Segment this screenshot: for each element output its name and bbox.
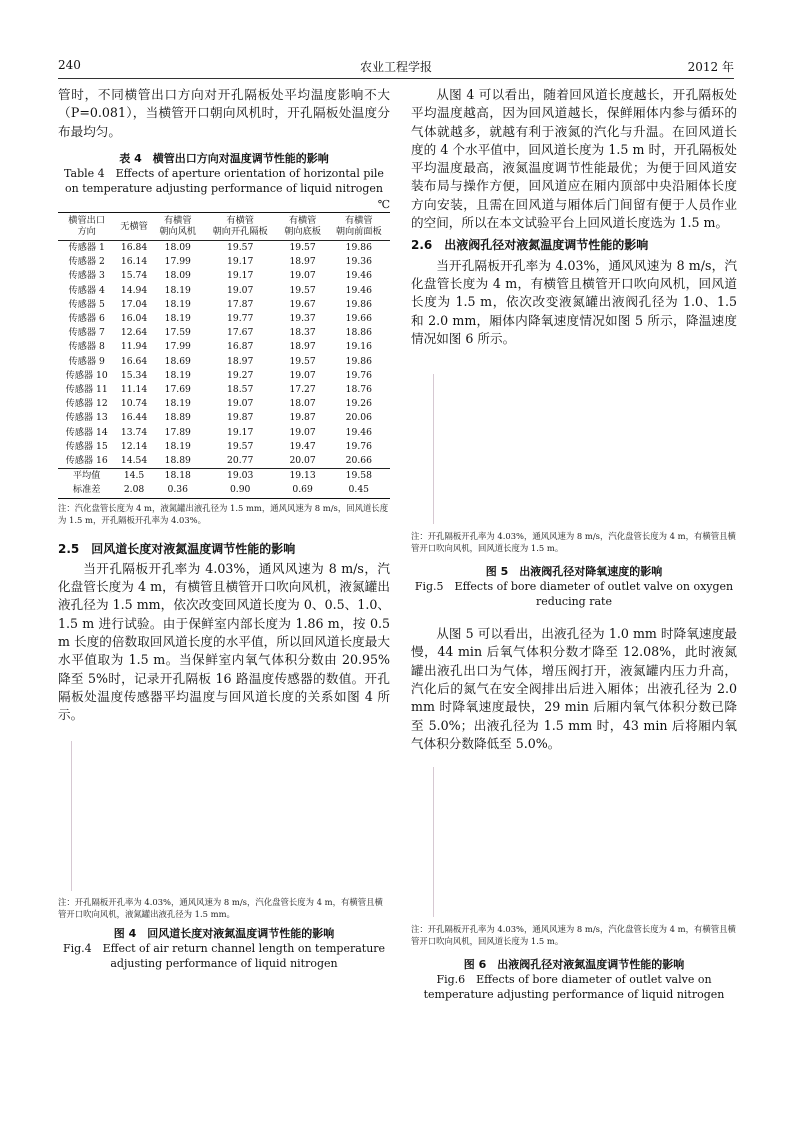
table-cell: 19.57 (227, 440, 254, 452)
table4-unit: ℃ (377, 197, 390, 211)
table-cell: 17.89 (164, 426, 191, 438)
figure6-caption-en: Fig.6 Effects of bore diameter of outlet valve on temperature adjusting performance of liquid nitrogen (423, 973, 725, 1002)
table4-header-cell: 无横管 (115, 212, 152, 240)
table-row (58, 483, 390, 498)
table-cell: 19.76 (345, 369, 372, 381)
right-column (411, 86, 737, 1002)
table-cell: 传感器 2 (68, 256, 105, 268)
table-cell: 0.90 (229, 484, 251, 496)
figure4-faint-axis (71, 741, 72, 891)
table-cell: 18.19 (164, 398, 191, 410)
table-cell: 20.06 (345, 412, 372, 424)
table-cell: 18.19 (164, 284, 191, 296)
table4-title-en: Table 4 Effects of aperture orientation of horizontal pile on temperature adjusting performance of liquid nitrogen (64, 166, 384, 195)
table-cell: 传感器 1 (68, 241, 105, 253)
table-cell: 12.64 (120, 327, 148, 339)
table-row (58, 298, 390, 312)
figure5-caption (411, 564, 737, 609)
table-cell: 16.44 (120, 412, 148, 424)
table-cell: 17.69 (164, 383, 191, 395)
table-cell: 18.86 (345, 327, 372, 339)
table-cell: 18.19 (164, 440, 191, 452)
table-cell: 18.37 (289, 327, 316, 339)
figure4-note: 注：开孔隔板开孔率为 4.03%，通风风速为 8 m/s，汽化盘管长度为 4 m，有横管且横管开口吹向风机，液氮罐出液孔径为 1.5 mm。 (58, 896, 383, 919)
figure5-plot-area (411, 354, 737, 530)
table-cell: 19.77 (227, 312, 254, 324)
table-cell: 17.59 (164, 327, 191, 339)
figure4-caption-en: Fig.4 Effect of air return channel length on temperature adjusting performance of liquid nitrogen (62, 941, 386, 970)
table-cell: 18.97 (289, 256, 316, 268)
table-cell: 19.46 (345, 426, 372, 438)
table-cell: 19.07 (227, 398, 254, 410)
table4-body (58, 240, 390, 498)
table-cell: 传感器 15 (65, 440, 108, 452)
table-cell: 传感器 12 (65, 398, 108, 410)
table-cell: 18.76 (345, 383, 372, 395)
table-cell: 2.08 (123, 484, 145, 496)
table4-caption (58, 151, 390, 196)
table-row (58, 369, 390, 383)
table4-header-cell: 有横管 朝向底板 (278, 212, 328, 240)
table-cell: 16.64 (120, 355, 148, 367)
table-row (58, 355, 390, 369)
table-cell: 17.04 (120, 298, 148, 310)
table-row (58, 326, 390, 340)
table-cell: 14.54 (120, 454, 148, 466)
section-2-5-heading: 2.5 回风道长度对液氮温度调节性能的影响 (58, 541, 296, 556)
figure4-caption-cn: 图 4 回风道长度对液氮温度调节性能的影响 (113, 926, 335, 940)
table-cell: 19.47 (289, 440, 316, 452)
table-cell: 16.14 (120, 256, 148, 268)
figure6-note: 注：开孔隔板开孔率为 4.03%，通风风速为 8 m/s，汽化盘管长度为 4 m，有横管且横管开口吹向风机，回风道长度为 1.5 m。 (411, 924, 736, 947)
table-cell: 传感器 6 (68, 312, 105, 324)
table-cell: 15.34 (120, 369, 148, 381)
table-cell: 17.67 (227, 327, 254, 339)
table-cell: 传感器 16 (65, 454, 108, 466)
table-cell: 10.74 (120, 398, 148, 410)
table-row (58, 397, 390, 411)
table-cell: 19.46 (345, 284, 372, 296)
figure6-caption (411, 957, 737, 1002)
table4-title-cn: 表 4 横管出口方向对温度调节性能的影响 (119, 151, 329, 165)
figure5-caption-en: Fig.5 Effects of bore diameter of outlet valve on oxygen reducing rate (414, 580, 734, 609)
table-cell: 19.87 (289, 412, 316, 424)
figure6-faint-axis (433, 767, 434, 917)
table-cell: 11.14 (120, 383, 148, 395)
figure6-plot-area (411, 757, 737, 923)
figure4-caption (58, 926, 390, 971)
table-cell: 18.97 (289, 341, 316, 353)
table-cell: 19.26 (345, 398, 372, 410)
table-cell: 19.57 (289, 355, 316, 367)
table-cell: 19.17 (227, 426, 254, 438)
table-cell: 19.07 (227, 284, 254, 296)
table-cell: 19.37 (289, 312, 316, 324)
table-cell: 16.87 (227, 341, 254, 353)
table-cell: 标准差 (72, 484, 101, 496)
table4-header-cell: 横管出口 方向 (58, 212, 115, 240)
section-2-6-paragraph: 当开孔隔板开孔率为 4.03%，通风风速为 8 m/s，汽化盘管长度为 4 m，有横管且横管开口吹向风机，回风道长度为 1.5 m，依次改变液氮罐出液阀孔径为 1.0、1.5 和 2.0 mm，厢体内降氧速度情况如图 5 所示，降温速度情况如图 6 所示。 (411, 257, 737, 346)
table-cell: 传感器 10 (65, 369, 108, 381)
table-cell: 18.19 (164, 298, 191, 310)
table-cell: 14.94 (120, 284, 148, 296)
figure4-plot-area (58, 731, 390, 896)
table-cell: 17.87 (227, 298, 254, 310)
table-cell: 19.87 (227, 412, 254, 424)
header-rule (58, 78, 734, 79)
table-cell: 传感器 11 (65, 383, 108, 395)
table-row (58, 255, 390, 269)
table-cell: 传感器 7 (68, 327, 105, 339)
table4-note: 注：汽化盘管长度为 4 m，液氮罐出液孔径为 1.5 mm，通风风速为 8 m/s，回风道长度为 1.5 m，开孔隔板开孔率为 4.03%。 (58, 502, 389, 525)
table-row (58, 383, 390, 397)
table-cell: 19.07 (289, 426, 316, 438)
table-cell: 19.03 (203, 469, 278, 484)
table-cell: 15.74 (120, 270, 148, 282)
table4-header-cell: 有横管 朝向前面板 (328, 212, 390, 240)
table-cell: 19.57 (289, 241, 316, 253)
table-cell: 19.58 (328, 469, 390, 484)
table-cell: 19.07 (289, 369, 316, 381)
table-cell: 19.17 (227, 256, 254, 268)
table-cell: 19.16 (345, 341, 372, 353)
table-cell: 平均值 (58, 469, 115, 484)
table-cell: 传感器 13 (65, 412, 108, 424)
table-cell: 传感器 14 (65, 426, 108, 438)
table4-header-cell: 有横管 朝向风机 (153, 212, 203, 240)
table-cell: 19.86 (345, 355, 372, 367)
section-2-6-heading: 2.6 出液阀孔径对液氮温度调节性能的影响 (411, 238, 649, 253)
table-cell: 18.19 (164, 312, 191, 324)
table-cell: 18.07 (289, 398, 316, 410)
table-cell: 11.94 (120, 341, 148, 353)
table-cell: 传感器 9 (68, 355, 105, 367)
table-cell: 19.86 (345, 241, 372, 253)
right-paragraph-1: 从图 4 可以看出，随着回风道长度越长，开孔隔板处平均温度越高，因为回风道越长，保鲜厢体内参与循环的气体就越多，就越有利于液氮的汽化与升温。在回风道长度的 4 个水平值中，回风道长度为 1.5 m 时，开孔隔板处平均温度最高，液氮温度调节性能最优；为便于回风道安装布局与操作方便，回风道应在厢内顶部中央沿厢体长度方向安装，且需在回风道与厢体后门间留有便于人员作业的空间，所以在本文试验平台上回风道长度选为 1.5 m。 (411, 87, 737, 231)
table-row (58, 426, 390, 440)
table-cell: 12.14 (120, 440, 148, 452)
table-row (58, 269, 390, 283)
table-cell: 18.97 (227, 355, 254, 367)
table-row (58, 411, 390, 425)
table-row (58, 284, 390, 298)
table-cell: 传感器 3 (68, 270, 105, 282)
table-cell: 19.57 (289, 284, 316, 296)
table-cell: 20.77 (227, 454, 254, 466)
table-cell: 17.27 (289, 383, 316, 395)
table-cell: 19.57 (227, 241, 254, 253)
table-cell: 19.36 (345, 256, 372, 268)
table-cell: 传感器 4 (68, 284, 105, 296)
left-column (58, 86, 390, 971)
table-cell: 19.27 (227, 369, 254, 381)
table-cell: 18.57 (227, 383, 254, 395)
table-row (58, 240, 390, 255)
table-cell: 19.67 (289, 298, 316, 310)
table-cell: 0.36 (167, 484, 188, 496)
figure5-faint-axis (433, 374, 434, 524)
section-2-5-paragraph: 当开孔隔板开孔率为 4.03%，通风风速为 8 m/s，汽化盘管长度为 4 m，有横管且横管开口吹向风机，液氮罐出液孔径为 1.5 mm，依次改变回风道长度为 0、0.5、1.0、1.5 m 进行试验。由于保鲜室内部长度为 1.86 m，按 0.5 m 长度的倍数取回风道长度的水平值，所以回风道长度最大水平值取为 1.5 m。当保鲜室内氧气体积分数由 20.95% 降至 5%时，记录开孔隔板 16 路温度传感器的数值。开孔隔板处温度传感器平均温度与回风道长度的关系如图 4 所示。 (58, 560, 390, 723)
table4-header-cell: 有横管 朝向开孔隔板 (203, 212, 278, 240)
table-row (58, 469, 390, 484)
table-row (58, 312, 390, 326)
intro-paragraph: 管时，不同横管出口方向对开孔隔板处平均温度影响不大（P=0.081），当横管开口朝向风机时，开孔隔板处温度分布最均匀。 (58, 87, 390, 139)
table-cell: 18.09 (164, 270, 191, 282)
table-cell: 14.5 (115, 469, 152, 484)
table-cell: 19.13 (278, 469, 328, 484)
table-cell: 传感器 5 (68, 298, 105, 310)
table-cell: 16.04 (120, 312, 148, 324)
table-cell: 20.66 (345, 454, 372, 466)
table-cell: 18.19 (164, 369, 191, 381)
table-row (58, 340, 390, 354)
table-cell: 18.89 (164, 412, 191, 424)
table-cell: 0.45 (348, 484, 370, 496)
table-cell: 19.17 (227, 270, 254, 282)
table-cell: 17.99 (164, 256, 191, 268)
table-cell: 18.18 (153, 469, 203, 484)
table-cell: 19.76 (345, 440, 372, 452)
page-header (58, 58, 734, 78)
table-cell: 19.86 (345, 298, 372, 310)
figure5-caption-cn: 图 5 出液阀孔径对降氧速度的影响 (485, 565, 663, 579)
table-cell: 18.89 (164, 454, 191, 466)
table-cell: 13.74 (120, 426, 148, 438)
table4-header-row (58, 212, 390, 240)
table-cell: 19.07 (289, 270, 316, 282)
table-cell: 19.46 (345, 270, 372, 282)
table-row (58, 440, 390, 454)
table-cell: 19.66 (345, 312, 372, 324)
issue-year: 2012 年 (687, 60, 734, 74)
page-number: 240 (58, 58, 81, 72)
right-paragraph-2: 从图 5 可以看出，出液孔径为 1.0 mm 时降氧速度最慢，44 min 后氧气体积分数才降至 12.08%，此时液氮罐出液孔出口为气体，增压阀打开，液氮罐内压力升高，汽化后的氮气在安全阀排出后进入厢体；出液孔径为 2.0 mm 时降氧速度最快，29 min 后厢内氧气体积分数已降至 5.0%；出液孔径为 1.5 mm 时，43 min 后将厢内氧气体积分数降低至 5.0%。 (411, 626, 737, 751)
table-row (58, 454, 390, 469)
figure5-note: 注：开孔隔板开孔率为 4.03%，通风风速为 8 m/s，汽化盘管长度为 4 m，有横管且横管开口吹向风机，回风道长度为 1.5 m。 (411, 531, 736, 554)
table-cell: 18.09 (164, 241, 191, 253)
journal-name: 农业工程学报 (359, 60, 432, 74)
table-cell: 16.84 (120, 241, 148, 253)
table-cell: 传感器 8 (68, 341, 105, 353)
table-cell: 17.99 (164, 341, 191, 353)
table4 (58, 212, 390, 499)
figure6-caption-cn: 图 6 出液阀孔径对液氮温度调节性能的影响 (463, 958, 685, 972)
table-cell: 0.69 (292, 484, 313, 496)
table-cell: 18.69 (164, 355, 191, 367)
table-cell: 20.07 (289, 454, 316, 466)
